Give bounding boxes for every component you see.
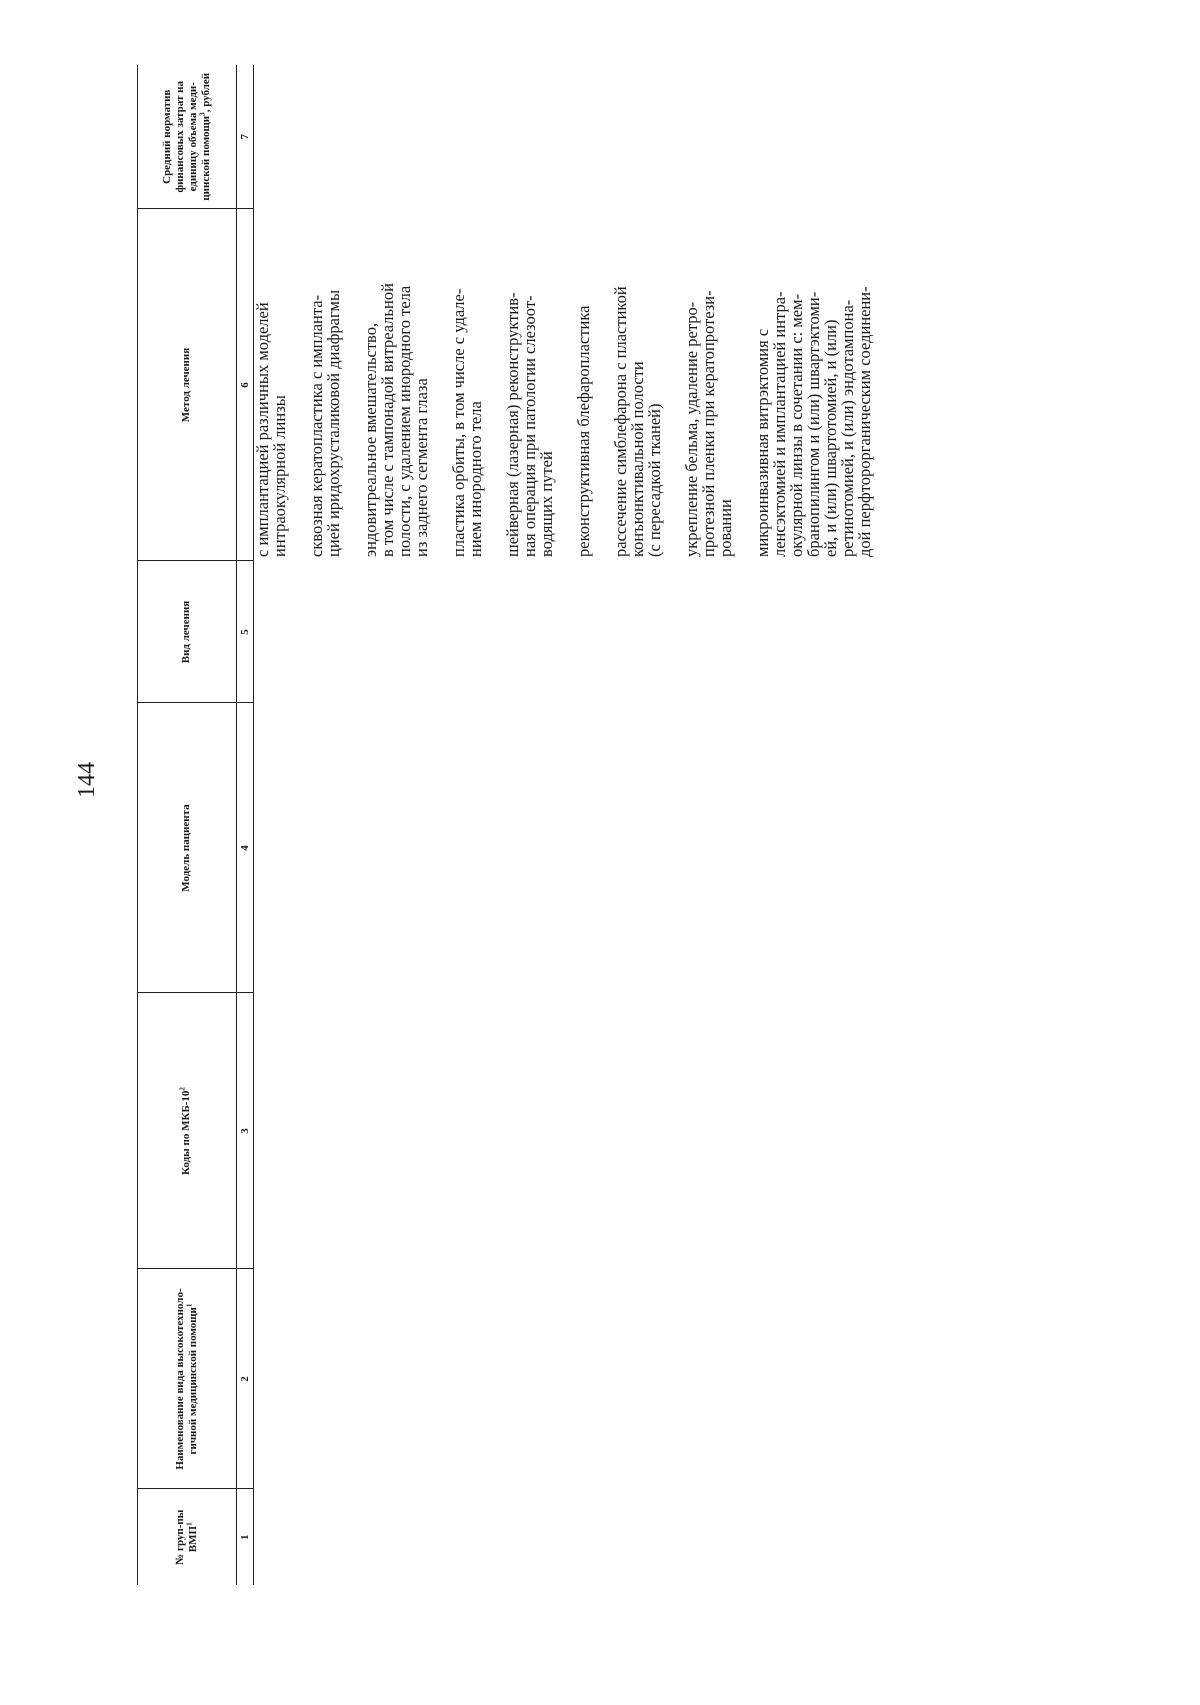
column-number: 3 xyxy=(237,993,254,1269)
vmp-table xyxy=(137,65,893,1585)
header-group-number: № груп-пы ВМП$^1$ xyxy=(138,1489,237,1585)
method-item: реконструктивная блефаропластика xyxy=(574,305,593,557)
method-item: сквозная кератопластика с импланта- цией иридохрусталиковой диафрагмы xyxy=(307,289,343,557)
patient-model-cell xyxy=(254,703,894,993)
treatment-method-cell xyxy=(254,209,894,561)
header-patient-model: Модель пациента xyxy=(138,703,237,993)
treatment-type-cell xyxy=(254,561,894,703)
method-item: с имплантацией различных моделей интраокулярной линзы xyxy=(253,302,289,557)
header-icd-codes: Коды по МКБ-$10^2$ xyxy=(138,993,237,1269)
header-cost-norm: Средний норматив финансовых затрат на единицу объема меди-цинской помощи$^3$, рублей xyxy=(138,65,237,209)
table-row xyxy=(254,65,894,1585)
method-list xyxy=(254,213,873,557)
table-container xyxy=(137,65,1007,1585)
column-number: 7 xyxy=(237,65,254,209)
vmp-name-cell xyxy=(254,1269,894,1489)
header-treatment-method: Метод лечения xyxy=(138,209,237,561)
method-item: рассечение симблефарона с пластикой конъюнктивальной полости (с пересадкой тканей) xyxy=(611,286,664,557)
table-header-row xyxy=(138,65,237,1585)
cost-norm-cell xyxy=(254,65,894,209)
header-treatment-type: Вид лечения xyxy=(138,561,237,703)
column-number: 4 xyxy=(237,703,254,993)
column-number: 2 xyxy=(237,1269,254,1489)
column-number-row xyxy=(237,65,254,1585)
column-number: 6 xyxy=(237,209,254,561)
group-number-cell xyxy=(254,1489,894,1585)
method-item: микроинвазивная витрэктомия с ленсэктомией и имплантацией интра- окулярной линзы в сочетании с: мем- бранопилингом и (или) швартэктоми- ей, и (или) швартотомией, и (или) ретинотомией, и (или) эндотампона- дой перфторорганическим соединени- xyxy=(753,286,874,557)
column-number: 1 xyxy=(237,1489,254,1585)
header-vmp-name: Наименование вида высокотехноло-гичной медицинской помощи$^1$ xyxy=(138,1269,237,1489)
method-item: пластика орбиты, в том числе с удале- нием инородного тела xyxy=(449,288,485,557)
column-number: 5 xyxy=(237,561,254,703)
method-item: укрепление бельма, удаление ретро- протезной пленки при кератопротези- ровании xyxy=(682,290,735,557)
method-item: шейверная (лазерная) реконструктив- ная операция при патологии слезоот- водящих путей xyxy=(503,292,556,557)
page-number: 144 xyxy=(74,762,100,798)
icd-codes-cell xyxy=(254,993,894,1269)
method-item: эндовитреальное вмешательство, в том числе с тампонадой витреальной полости, с удалением инородного тела из заднего сегмента глаза xyxy=(361,283,431,557)
